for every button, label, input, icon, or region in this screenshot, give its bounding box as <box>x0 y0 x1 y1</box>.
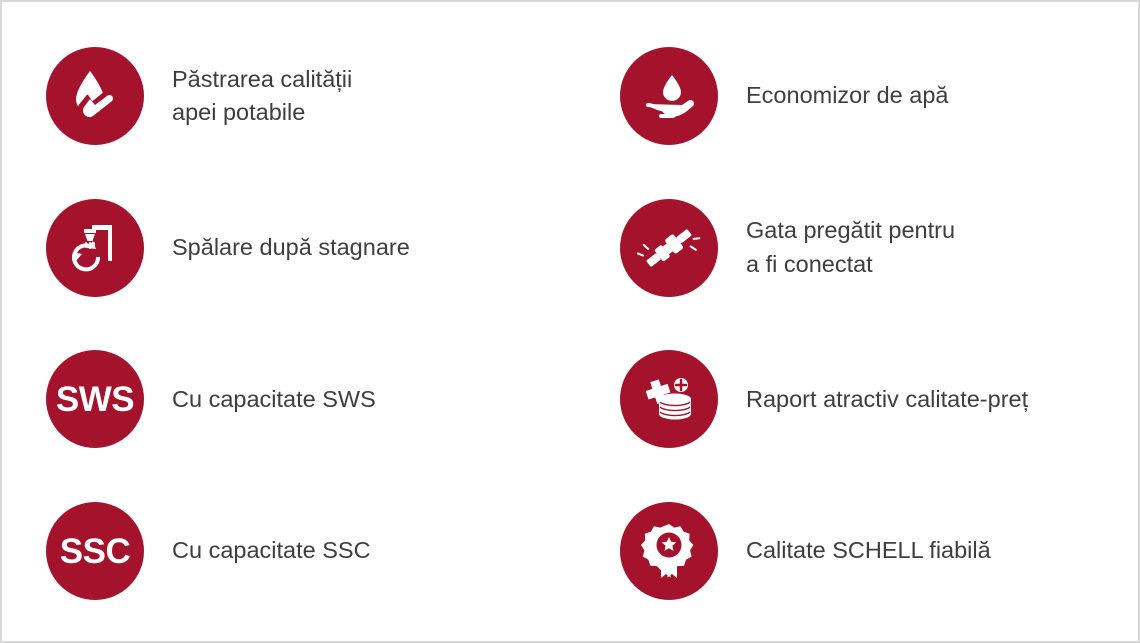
feature-label <box>172 383 376 416</box>
feature-item-ssc <box>2 475 572 627</box>
feature-item-water-saving <box>572 20 1140 172</box>
feature-label-line: Gata pregătit pentru <box>746 217 956 244</box>
feature-label <box>746 79 948 112</box>
feature-label-line: Spălare după stagnare <box>172 233 410 260</box>
coins-price-value-icon <box>620 350 718 448</box>
feature-label-line: a fi conectat <box>746 250 873 277</box>
water-saving-drop-hand-icon <box>620 47 718 145</box>
feature-label <box>746 214 955 281</box>
ssc-text-icon <box>46 502 144 600</box>
feature-label <box>172 231 410 264</box>
feature-label-line: Raport atractiv calitate-preț <box>746 385 1029 412</box>
water-drop-hand-quality-icon <box>46 47 144 145</box>
feature-item-sws <box>2 324 572 476</box>
feature-label <box>172 63 352 130</box>
sws-badge-text: SWS <box>55 379 135 419</box>
feature-label-line: Cu capacitate SWS <box>172 385 376 412</box>
feature-item-price-value <box>572 324 1140 476</box>
feature-label-line: Calitate SCHELL fiabilă <box>746 537 991 564</box>
feature-grid <box>2 2 1140 643</box>
plug-connector-ready-icon <box>620 199 718 297</box>
stagnation-flush-faucet-icon <box>46 199 144 297</box>
feature-label <box>172 534 371 567</box>
feature-label-line: apei potabile <box>172 98 306 125</box>
feature-item-quality-seal <box>572 475 1140 627</box>
sws-text-icon <box>46 350 144 448</box>
ssc-badge-text: SSC <box>59 531 131 571</box>
feature-label <box>746 534 991 567</box>
quality-seal-rosette-icon <box>620 502 718 600</box>
feature-label-line: Păstrarea calității <box>172 65 353 92</box>
feature-label-line: Cu capacitate SSC <box>172 537 371 564</box>
feature-item-plug-ready <box>572 172 1140 324</box>
feature-item-water-quality <box>2 20 572 172</box>
feature-label <box>746 383 1028 416</box>
feature-label-line: Economizor de apă <box>746 82 949 109</box>
feature-item-stagnation-flush <box>2 172 572 324</box>
